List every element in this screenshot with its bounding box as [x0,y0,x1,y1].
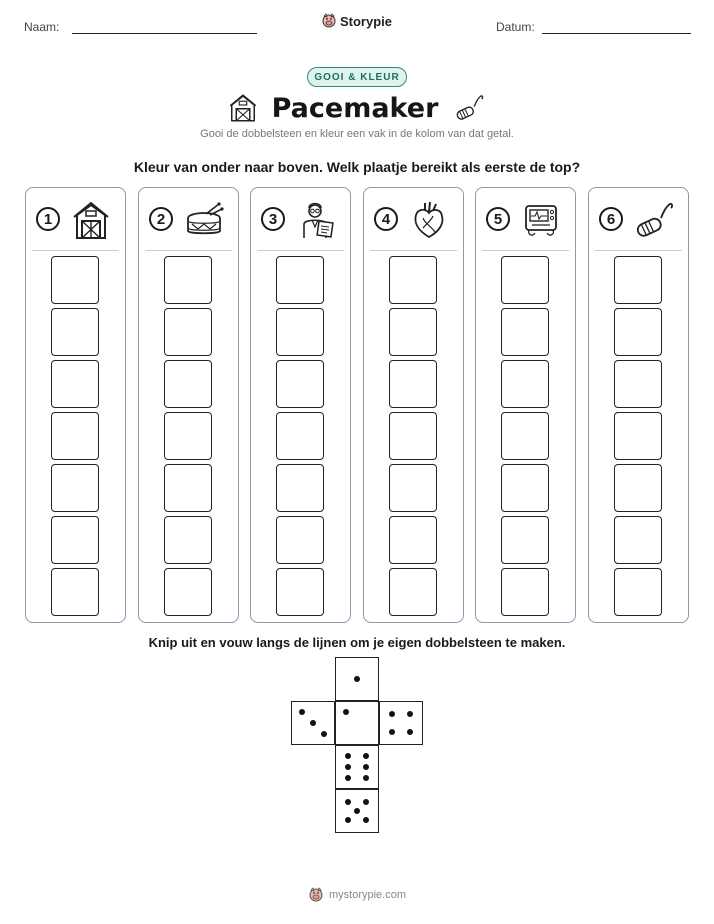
color-cell[interactable] [614,516,662,564]
name-label: Naam: [24,20,60,34]
color-cell[interactable] [389,412,437,460]
color-cell[interactable] [614,308,662,356]
dice-face-1 [335,657,379,701]
color-cell[interactable] [276,256,324,304]
color-cell[interactable] [51,308,99,356]
color-cell[interactable] [51,568,99,616]
pig-mascot-icon [322,13,336,29]
column-header [26,188,125,250]
color-cell[interactable] [51,412,99,460]
color-cell[interactable] [501,360,549,408]
dice-face-6 [335,745,379,789]
column-number: 6 [599,207,623,231]
color-cell[interactable] [501,308,549,356]
color-cell[interactable] [164,516,212,564]
color-cell[interactable] [614,568,662,616]
color-cell[interactable] [51,360,99,408]
activity-badge: GOOI & KLEUR [307,67,407,87]
pacemaker-device-icon [521,200,561,240]
color-cell[interactable] [389,464,437,512]
color-cell[interactable] [276,308,324,356]
pacemaker-lead-icon [452,93,486,123]
color-cell[interactable] [389,516,437,564]
color-cell[interactable] [501,412,549,460]
color-cell[interactable] [501,568,549,616]
color-cell[interactable] [614,412,662,460]
column-4 [363,187,464,623]
color-cell[interactable] [276,516,324,564]
cut-instruction: Knip uit en vouw langs de lijnen om je eigen dobbelsteen te maken. [148,635,566,650]
column-5 [475,187,576,623]
subtitle: Gooi de dobbelsteen en kleur een vak in de kolom van dat getal. [200,128,514,140]
heart-icon [409,200,449,240]
column-number: 2 [149,207,173,231]
barn-icon [228,93,258,123]
column-header [139,188,238,250]
column-1 [25,187,126,623]
column-header [251,188,350,250]
column-number: 4 [374,207,398,231]
color-cell[interactable] [276,360,324,408]
color-cell[interactable] [164,308,212,356]
color-cell[interactable] [389,308,437,356]
dice-face-5 [335,789,379,833]
column-header [589,188,688,250]
brand-name: Storypie [339,13,392,29]
column-number: 1 [36,207,60,231]
pacemaker-lead-icon [634,200,674,240]
title-row [0,90,714,126]
column-header [364,188,463,250]
instruction: Kleur van onder naar boven. Welk plaatje bereikt als eerste de top? [133,159,581,175]
color-cell[interactable] [51,464,99,512]
column-number: 3 [261,207,285,231]
name-line[interactable] [72,33,257,34]
color-cell[interactable] [164,464,212,512]
color-cell[interactable] [389,568,437,616]
barn-icon [71,200,111,240]
color-cell[interactable] [51,516,99,564]
drum-icon [184,200,224,240]
color-cell[interactable] [614,360,662,408]
date-line[interactable] [542,33,691,34]
pig-mascot-icon [308,887,324,903]
column-6 [588,187,689,623]
color-cell[interactable] [164,568,212,616]
column-number: 5 [486,207,510,231]
column-header [476,188,575,250]
color-cell[interactable] [276,464,324,512]
color-cell[interactable] [501,464,549,512]
footer [0,887,714,903]
dice-face-4 [379,701,423,745]
scientist-icon [296,200,336,240]
color-cell[interactable] [164,360,212,408]
dice-face-1-center [335,701,379,745]
color-cell[interactable] [614,464,662,512]
color-cell[interactable] [614,256,662,304]
footer-url: mystorypie.com [328,889,407,901]
dice-face-3 [291,701,335,745]
color-cell[interactable] [51,256,99,304]
color-cell[interactable] [276,412,324,460]
column-2 [138,187,239,623]
color-cell[interactable] [389,360,437,408]
color-cell[interactable] [389,256,437,304]
color-cell[interactable] [276,568,324,616]
color-cell[interactable] [501,256,549,304]
page-title: Pacemaker [271,92,439,124]
color-cell[interactable] [501,516,549,564]
date-label: Datum: [496,20,535,34]
brand-logo [0,13,714,29]
color-cell[interactable] [164,256,212,304]
color-cell[interactable] [164,412,212,460]
column-3 [250,187,351,623]
